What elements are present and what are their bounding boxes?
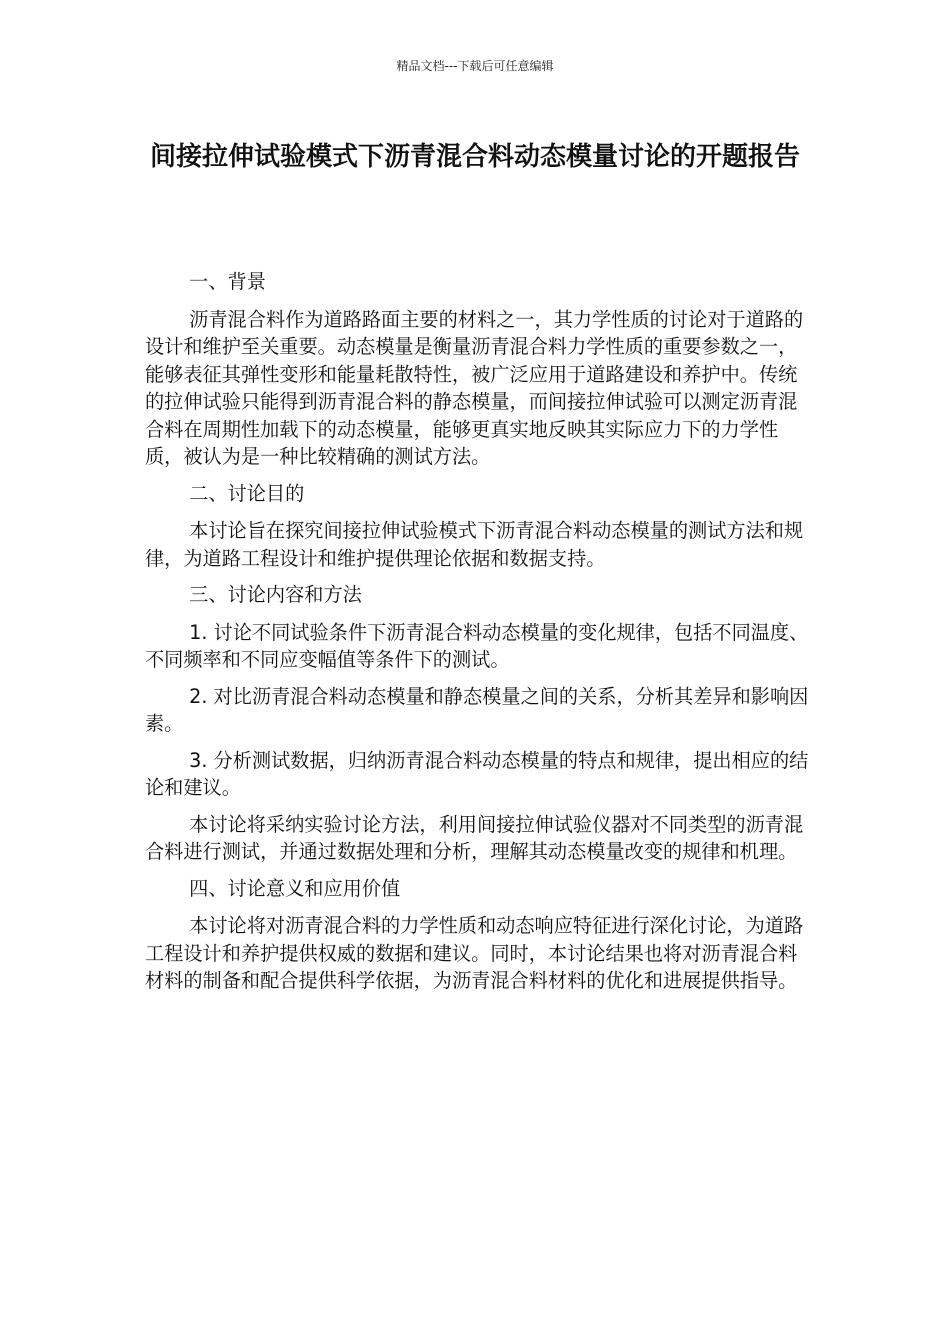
section-heading-content: 三、讨论内容和方法	[189, 583, 362, 606]
document-title: 间接拉伸试验模式下沥青混合料动态模量讨论的开题报告	[149, 142, 800, 172]
paragraph-method: 本讨论将采纳实验讨论方法，利用间接拉伸试验仪器对不同类型的沥青混合料进行测试，并通过数据处理和分析，理解其动态模量改变的规律和机理。	[145, 812, 804, 863]
section-heading-purpose: 二、讨论目的	[189, 481, 305, 505]
list-item-content-3: 3. 分析测试数据，归纳沥青混合料动态模量的特点和规律，提出相应的结论和建议。	[145, 748, 809, 799]
section-heading-significance: 四、讨论意义和应用价值	[189, 876, 401, 900]
paragraph-significance: 本讨论将对沥青混合料的力学性质和动态响应特征进行深化讨论，为道路工程设计和养护提供权威的数据和建议。同时，本讨论结果也将对沥青混合料材料的制备和配合提供科学依据，为沥青混合料材料的优化和进展提供指导。	[145, 914, 804, 992]
section-heading-background: 一、背景	[189, 270, 266, 293]
paragraph-purpose: 本讨论旨在探究间接拉伸试验模式下沥青混合料动态模量的测试方法和规律，为道路工程设计和维护提供理论依据和数据支持。	[145, 519, 804, 570]
list-item-content-2: 2. 对比沥青混合料动态模量和静态模量之间的关系，分析其差异和影响因素。	[145, 684, 809, 735]
paragraph-background: 沥青混合料作为道路路面主要的材料之一，其力学性质的讨论对于道路的设计和维护至关重要。动态模量是衡量沥青混合料力学性质的重要参数之一，能够表征其弹性变形和能量耗散特性，被广泛应用于道路建设和养护中。传统的拉伸试验只能得到沥青混合料的静态模量，而间接拉伸试验可以测定沥青混合料在周期性加载下的动态模量，能够更真实地反映其实际应力下的力学性质，被认为是一种比较精确的测试方法。	[145, 307, 804, 468]
list-item-content-1: 1. 讨论不同试验条件下沥青混合料动态模量的变化规律，包括不同温度、不同频率和不同应变幅值等条件下的测试。	[145, 620, 809, 671]
page-header: 精品文档---下载后可任意编辑	[396, 59, 554, 73]
document-body	[145, 268, 810, 1004]
